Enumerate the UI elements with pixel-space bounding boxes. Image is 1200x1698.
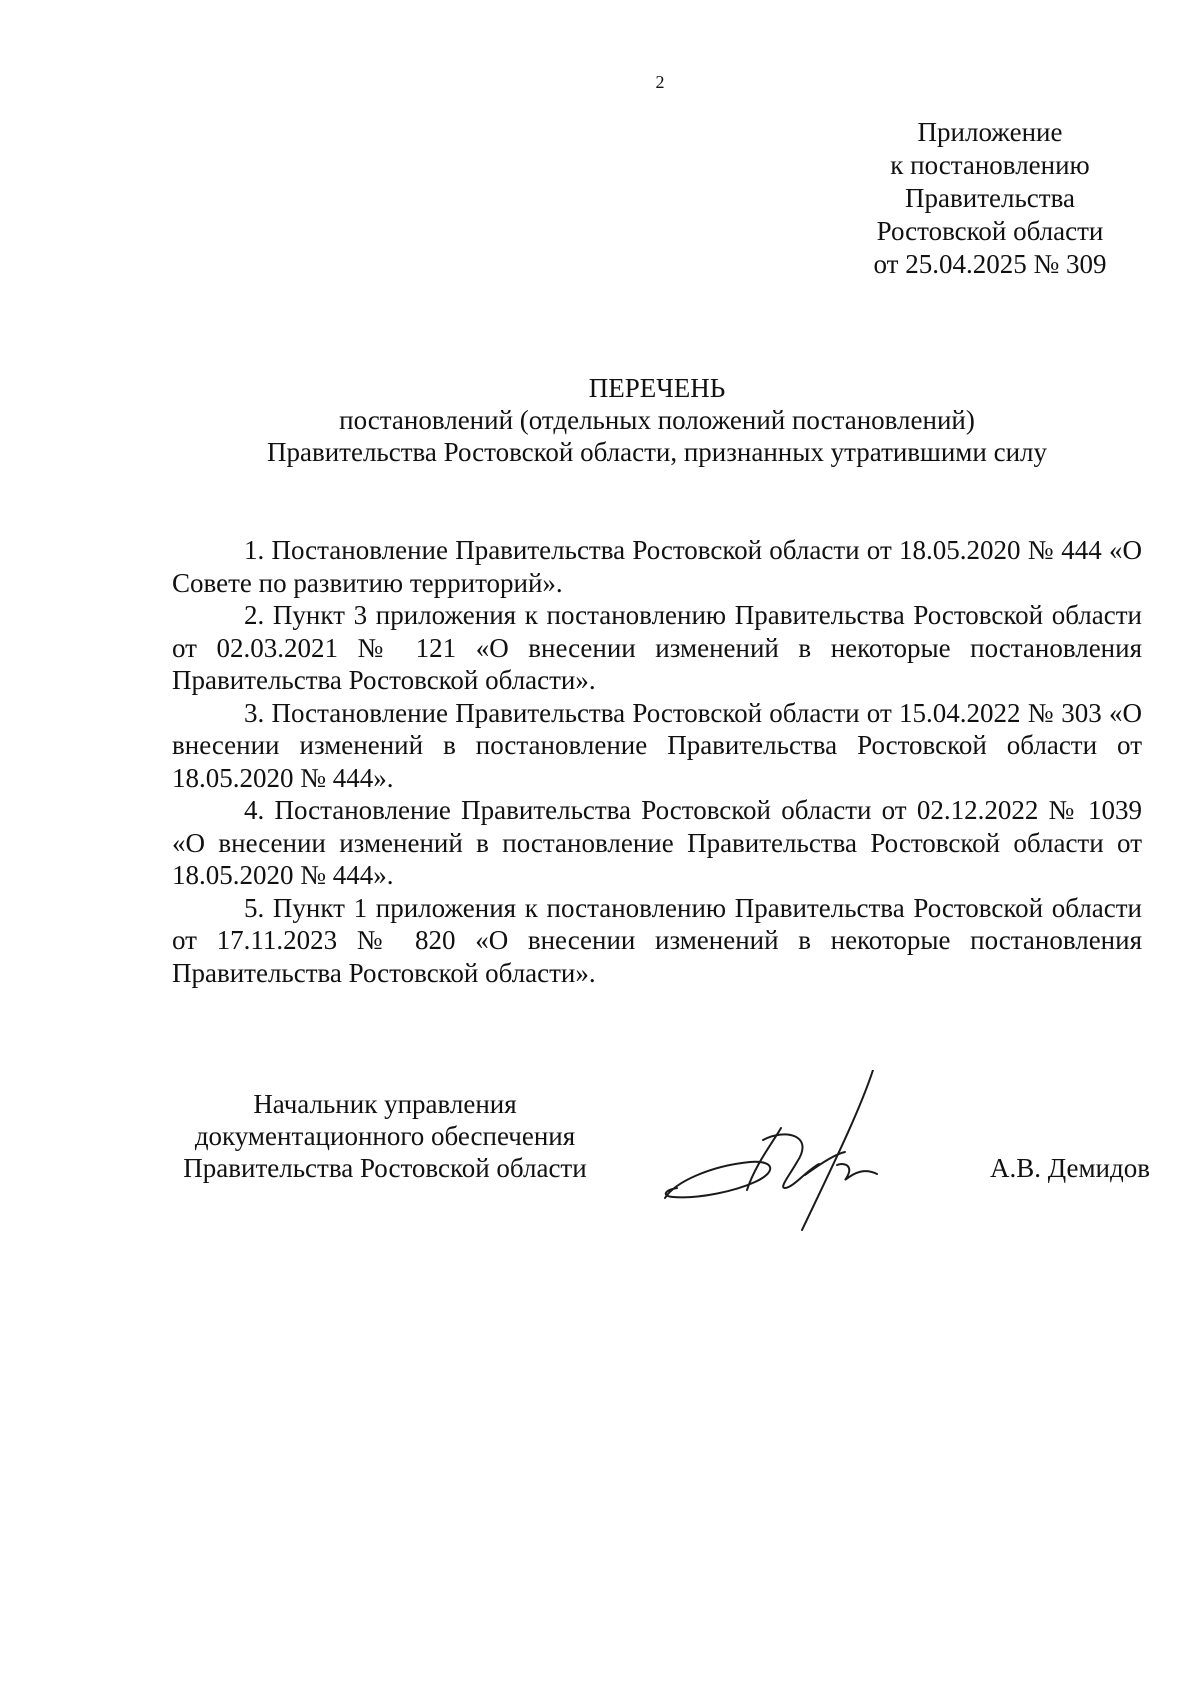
page-number: 2 [655, 72, 665, 92]
appendix-reference [840, 116, 1140, 281]
list-item: 1. Постановление Правительства Ростовской области от 18.05.2020 № 444 «О Совете по развитию территорий». [172, 535, 1142, 598]
handwritten-signature [655, 1070, 955, 1240]
list-item: 3. Постановление Правительства Ростовской области от 15.04.2022 № 303 «О внесении изменений в постановление Правительства Ростовской области от 18.05.2020 № 444». [172, 697, 1142, 793]
document-title: ПЕРЕЧЕНЬ [588, 373, 726, 403]
appendix-line: к постановлению [890, 150, 1090, 180]
appendix-line: от 25.04.2025 № 309 [873, 249, 1107, 279]
signatory-position [165, 1088, 605, 1184]
signatory-position-line: документационного обеспечения [194, 1121, 576, 1151]
document-subtitle-line: Правительства Ростовской области, признанных утратившими силу [266, 437, 1047, 467]
appendix-line: Приложение [917, 117, 1063, 147]
appendix-line: Правительства [905, 183, 1075, 213]
repealed-acts-list [172, 534, 1142, 989]
list-item: 5. Пункт 1 приложения к постановлению Правительства Ростовской области от 17.11.2023 № 820 «О внесении изменений в некоторые постановления Правительства Ростовской области». [172, 892, 1142, 988]
document-subtitle-line: постановлений (отдельных положений постановлений) [339, 405, 975, 435]
signatory-position-line: Начальник управления [253, 1089, 517, 1119]
list-item: 2. Пункт 3 приложения к постановлению Правительства Ростовской области от 02.03.2021 № 121 «О внесении изменений в некоторые постановления Правительства Ростовской области». [172, 600, 1142, 695]
signatory-position-line: Правительства Ростовской области [183, 1153, 587, 1183]
list-item: 4. Постановление Правительства Ростовской области от 02.12.2022 № 1039 «О внесении изменений в постановление Правительства Ростовской области от 18.05.2020 № 444». [172, 795, 1142, 890]
signatory-name: А.В. Демидов [989, 1153, 1150, 1183]
appendix-line: Ростовской области [876, 216, 1104, 246]
document-heading [172, 372, 1142, 468]
